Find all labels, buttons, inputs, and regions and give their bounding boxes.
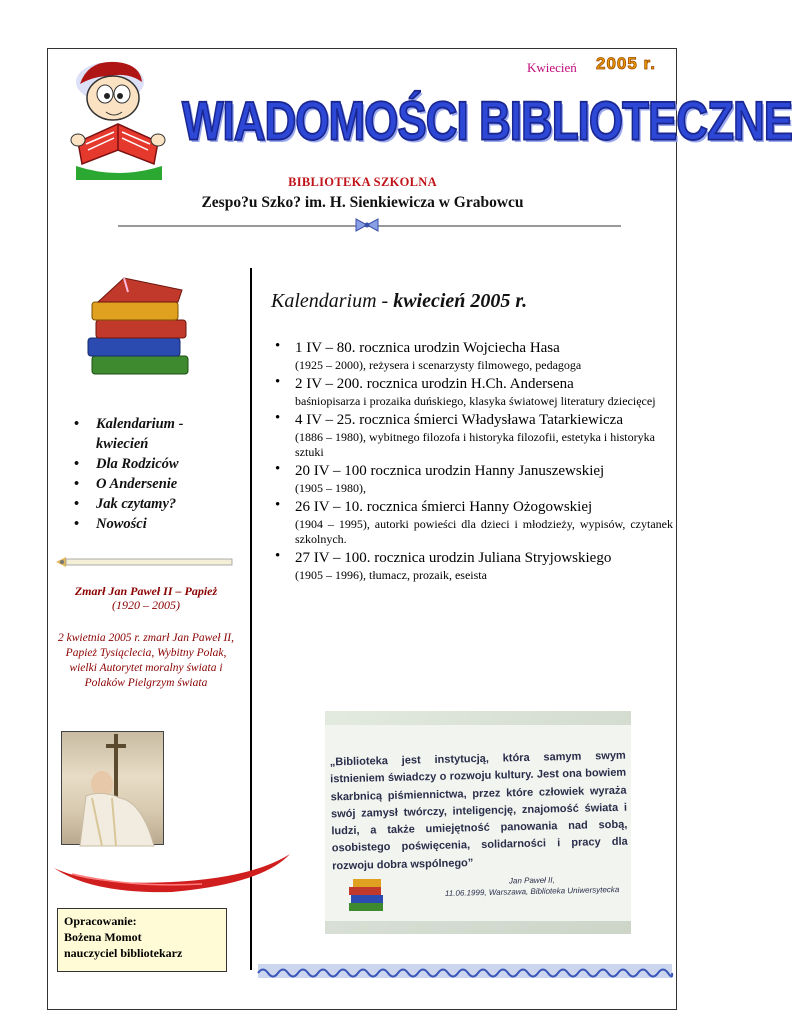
credit-author: Bożena Momot <box>64 930 142 944</box>
event-detail: baśniopisarza i prozaika duńskiego, klasyka światowej literatury dziecięcej <box>295 394 656 408</box>
school-library-label: BIBLIOTEKA SZKOLNA <box>288 175 437 189</box>
school-complex-name: Zespo?u Szko? im. H. Sienkiewicza w Grabowcu <box>201 194 524 211</box>
event-title: • 26 IV – 10. rocznica śmierci Hanny Ożogowskiej <box>295 499 593 515</box>
bow-icon <box>354 218 380 232</box>
calendar-title-month: kwiecień 2005 r. <box>393 290 528 312</box>
wave-border <box>258 964 672 978</box>
credit-box <box>57 908 227 972</box>
event-detail: (1905 – 1980), <box>295 481 366 495</box>
credit-role: nauczyciel bibliotekarz <box>64 946 183 960</box>
quote-author: Jan Paweł II, <box>508 875 555 886</box>
event-detail: (1886 – 1980), wybitnego filozofa i historyka filozofii, estetyka i historyka sztuki <box>295 430 655 459</box>
event-title: • 1 IV – 80. rocznica urodzin Wojciecha Hasa <box>295 340 560 356</box>
event-title: • 2 IV – 200. rocznica urodzin H.Ch. Andersena <box>295 376 574 392</box>
calendar-title-prefix: Kalendarium - <box>271 290 389 312</box>
list-item <box>295 461 673 496</box>
credit-label: Opracowanie: <box>64 914 137 928</box>
pope-photo <box>61 731 164 845</box>
toc-item[interactable]: • Kalendarium - kwiecień <box>74 414 234 454</box>
quote-card <box>325 725 631 921</box>
event-detail: (1904 – 1995), autorki powieści dla dzieci i młodzieży, wypisów, czytanek szkolnych. <box>295 517 673 546</box>
pope-tribute-text: 2 kwietnia 2005 r. zmarł Jan Paweł II, Papież Tysiąclecia, Wybitny Polak, wielki Autorytet moralny świata i Polaków Pielgrzym świata <box>58 632 234 689</box>
toc-item[interactable]: • O Andersenie <box>74 474 234 494</box>
issue-month: Kwiecień <box>527 60 577 75</box>
calendar-title <box>271 290 527 313</box>
event-detail: (1925 – 2000), reżysera i scenarzysty filmowego, pedagoga <box>295 358 582 372</box>
event-title: • 27 IV – 100. rocznica urodzin Juliana Stryjowskiego <box>295 550 612 566</box>
event-title: • 4 IV – 25. rocznica śmierci Władysława Tatarkiewicza <box>295 412 623 428</box>
reading-kid-illustration <box>58 54 178 184</box>
pope-heading: Zmarł Jan Paweł II – Papież <box>74 584 218 598</box>
quote-source: 11.06.1999, Warszawa, Biblioteka Uniwersytecka <box>444 885 620 898</box>
toc-item[interactable]: • Dla Rodziców <box>74 454 234 474</box>
ribbon-decoration <box>52 852 292 894</box>
quote-photo <box>325 711 631 934</box>
toc-item[interactable]: • Nowości <box>74 514 234 534</box>
book-stack-icon <box>347 875 387 915</box>
quote-signature <box>437 873 627 899</box>
newsletter-title: WIADOMOŚCI BIBLIOTECZNE <box>182 90 792 152</box>
list-item <box>295 548 673 583</box>
list-item <box>295 497 673 547</box>
anniversary-list <box>295 338 673 584</box>
book-stack-icon <box>84 272 196 384</box>
pencil-divider <box>52 554 238 570</box>
event-detail: (1905 – 1996), tłumacz, prozaik, eseista <box>295 568 487 582</box>
pope-years: (1920 – 2005) <box>112 598 180 612</box>
quote-text: „Biblioteka jest instytucją, która samym swym istnieniem świadczy o rozwoju kultury. Jest ona bowiem skarbnicą piśmiennictwa, przez które człowiek wyraża swój zamysł twórczy, inteligencję, znajomość świata i ludzi, a także umiejętność panowania nad sobą, osobistego poświęcenia, solidarności i pracy dla rozwoju dobra wspólnego” <box>329 749 628 873</box>
list-item <box>295 338 673 373</box>
table-of-contents <box>74 414 234 534</box>
list-item <box>295 410 673 460</box>
list-item <box>295 374 673 409</box>
toc-item[interactable]: • Jak czytamy? <box>74 494 234 514</box>
issue-year: 2005 r. <box>596 54 656 73</box>
event-title: • 20 IV – 100 rocznica urodzin Hanny Januszewskiej <box>295 463 605 479</box>
